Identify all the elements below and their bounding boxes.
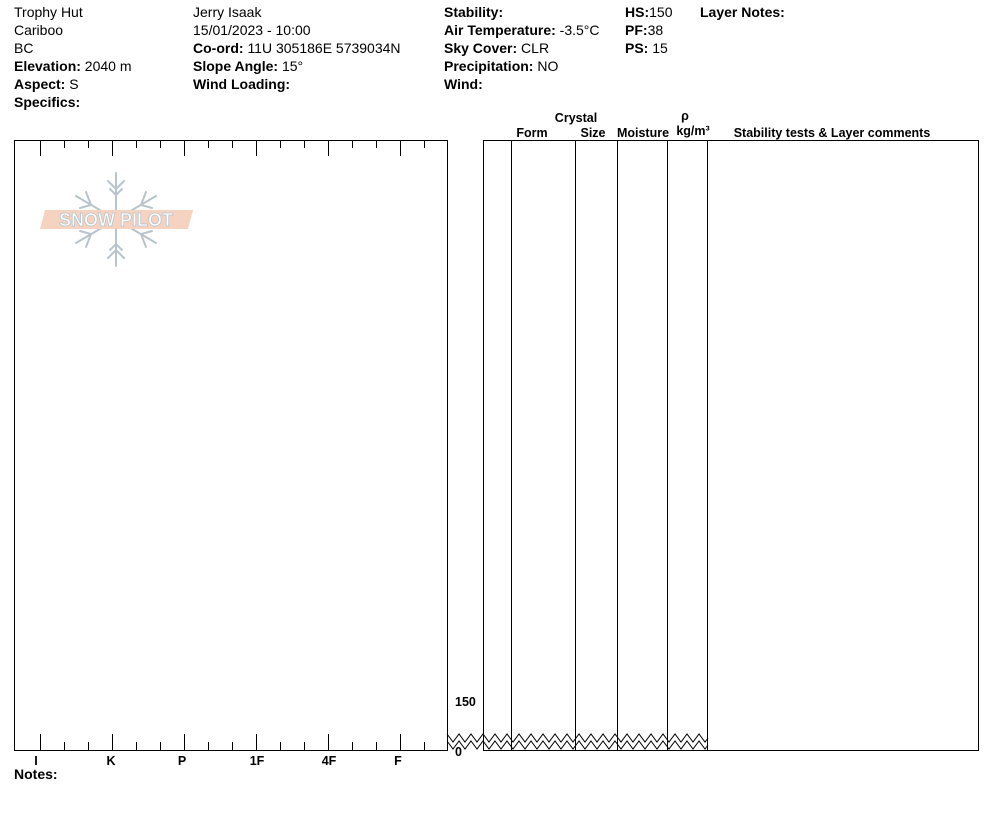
aspect-label: Aspect: (14, 76, 66, 92)
hardness-label-f: F (394, 754, 402, 768)
slope-label: Slope Angle: (193, 58, 279, 74)
snowpilot-logo (40, 173, 193, 266)
layer-table-dividers (512, 140, 708, 750)
hardness-profile-box (15, 141, 448, 751)
observation-datetime: 15/01/2023 - 10:00 (193, 22, 311, 38)
hs-label: HS: (625, 4, 650, 20)
hardness-label-k: K (106, 754, 116, 768)
sky-value: CLR (521, 40, 550, 56)
hardness-label-i: I (34, 754, 38, 768)
layer-notes-label: Layer Notes: (700, 4, 785, 20)
location-name: Trophy Hut (14, 4, 83, 20)
coord-label: Co-ord: (193, 40, 244, 56)
layer-table-box (484, 141, 979, 751)
wind-label: Wind: (444, 76, 483, 92)
hardness-bottom-ticks (41, 734, 425, 750)
hardness-label-4f: 4F (321, 754, 337, 768)
precip-value: NO (537, 58, 559, 74)
col-comments-header: Stability tests & Layer comments (733, 126, 931, 140)
coord-value: 11U 305186E 5739034N (247, 40, 401, 56)
sky-label: Sky Cover: (444, 40, 518, 56)
range-name: Cariboo (14, 22, 64, 38)
ground-zigzag (447, 734, 708, 749)
aspect-value: S (69, 76, 79, 92)
elevation-value: 2040 m (84, 58, 132, 74)
col-crystal-header: Crystal (554, 111, 598, 125)
elevation-label: Elevation: (14, 58, 81, 74)
air-temp-label: Air Temperature: (444, 22, 556, 38)
state-name: BC (14, 40, 34, 56)
col-rho-header: ρ (681, 109, 689, 123)
specifics-label: Specifics: (14, 94, 81, 110)
hardness-top-ticks (41, 140, 425, 156)
ps-value: 15 (652, 40, 668, 56)
hardness-label-1f: 1F (249, 754, 265, 768)
ps-label: PS: (625, 40, 649, 56)
col-form-header: Form (516, 126, 548, 140)
wind-loading-label: Wind Loading: (193, 76, 291, 92)
hardness-label-p: P (177, 754, 187, 768)
precip-label: Precipitation: (444, 58, 534, 74)
hs-value: 150 (649, 4, 673, 20)
slope-value: 15° (281, 58, 304, 74)
notes-label: Notes: (14, 766, 58, 782)
pf-label: PF: (625, 22, 648, 38)
pf-value: 38 (647, 22, 664, 38)
depth-label-top: 150 (455, 695, 476, 709)
observer-name: Jerry Isaak (193, 4, 262, 20)
col-density-unit: kg/m³ (676, 124, 710, 138)
stability-label: Stability: (444, 4, 504, 20)
col-moisture-header: Moisture (616, 126, 670, 140)
col-size-header: Size (580, 126, 606, 140)
air-temp-value: -3.5°C (559, 22, 600, 38)
hardness-labels (34, 754, 402, 768)
logo-text: SNOW PILOT (59, 210, 173, 230)
depth-label-bottom: 0 (455, 745, 462, 759)
